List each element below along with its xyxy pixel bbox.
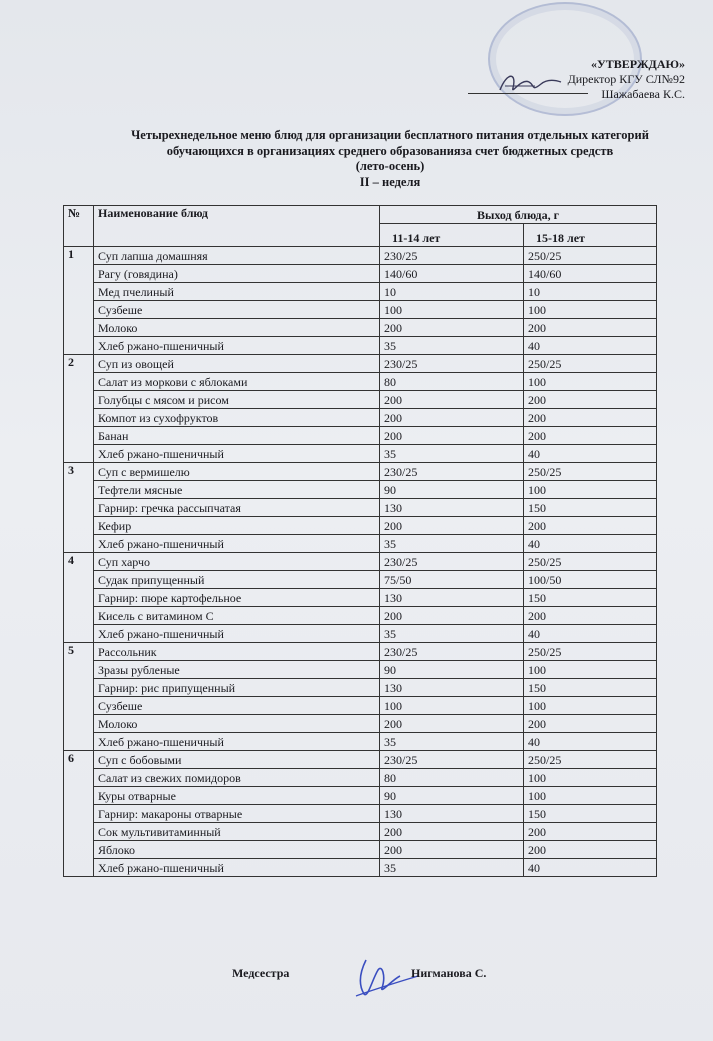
header-age-15-18: 15-18 лет [524, 224, 657, 247]
approval-position: Директор КГУ СЛ№92 [567, 72, 685, 86]
portion-11-14: 100 [380, 301, 524, 319]
dish-name: Рассольник [94, 643, 380, 661]
title-line-2: обучающихся в организациях среднего образованияза счет бюджетных средств [166, 143, 614, 158]
title-line-4: II – неделя [359, 174, 421, 189]
dish-name: Суп с вермишелю [94, 463, 380, 481]
table-row [64, 733, 657, 751]
portion-11-14: 230/25 [380, 643, 524, 661]
table-row [64, 319, 657, 337]
dish-name: Салат из моркови с яблоками [94, 373, 380, 391]
signature-line [468, 93, 588, 94]
portion-11-14: 90 [380, 661, 524, 679]
dish-name: Гарнир: пюре картофельное [94, 589, 380, 607]
portion-15-18: 150 [524, 805, 657, 823]
portion-11-14: 90 [380, 787, 524, 805]
dish-name: Салат из свежих помидоров [94, 769, 380, 787]
dish-name: Мед пчелиный [94, 283, 380, 301]
portion-11-14: 200 [380, 607, 524, 625]
portion-11-14: 35 [380, 859, 524, 877]
table-row [64, 355, 657, 373]
dish-name: Суп харчо [94, 553, 380, 571]
portion-15-18: 40 [524, 445, 657, 463]
portion-11-14: 230/25 [380, 355, 524, 373]
dish-name: Тефтели мясные [94, 481, 380, 499]
table-row [64, 571, 657, 589]
portion-15-18: 200 [524, 607, 657, 625]
title-line-1: Четырехнедельное меню блюд для организации бесплатного питания отдельных категорий [131, 128, 649, 142]
header-number: № [64, 206, 94, 247]
table-row [64, 463, 657, 481]
dish-name: Хлеб ржано-пшеничный [94, 625, 380, 643]
dish-name: Кисель с витамином С [94, 607, 380, 625]
portion-15-18: 40 [524, 733, 657, 751]
portion-15-18: 250/25 [524, 463, 657, 481]
table-row [64, 409, 657, 427]
portion-11-14: 35 [380, 733, 524, 751]
table-row [64, 427, 657, 445]
table-row [64, 787, 657, 805]
portion-11-14: 200 [380, 409, 524, 427]
dish-name: Хлеб ржано-пшеничный [94, 337, 380, 355]
portion-11-14: 200 [380, 517, 524, 535]
dish-name: Яблоко [94, 841, 380, 859]
table-row [64, 661, 657, 679]
portion-11-14: 200 [380, 823, 524, 841]
portion-15-18: 250/25 [524, 751, 657, 769]
portion-15-18: 100 [524, 697, 657, 715]
dish-name: Рагу (говядина) [94, 265, 380, 283]
dish-name: Гарнир: гречка рассыпчатая [94, 499, 380, 517]
table-row [64, 445, 657, 463]
portion-11-14: 80 [380, 373, 524, 391]
title-line-3: (лето-осень) [355, 159, 425, 173]
portion-15-18: 200 [524, 391, 657, 409]
portion-11-14: 130 [380, 805, 524, 823]
portion-11-14: 200 [380, 391, 524, 409]
table-row [64, 625, 657, 643]
approval-heading: «УТВЕРЖДАЮ» [590, 57, 685, 71]
portion-11-14: 230/25 [380, 751, 524, 769]
dish-name: Молоко [94, 715, 380, 733]
table-row [64, 589, 657, 607]
dish-name: Хлеб ржано-пшеничный [94, 535, 380, 553]
table-row [64, 607, 657, 625]
table-row [64, 697, 657, 715]
dish-name: Гарнир: рис припущенный [94, 679, 380, 697]
dish-name: Сок мультивитаминный [94, 823, 380, 841]
table-row [64, 679, 657, 697]
portion-11-14: 230/25 [380, 247, 524, 265]
portion-15-18: 200 [524, 319, 657, 337]
table-row [64, 373, 657, 391]
table-row [64, 499, 657, 517]
portion-11-14: 35 [380, 445, 524, 463]
portion-11-14: 200 [380, 841, 524, 859]
portion-15-18: 150 [524, 589, 657, 607]
portion-15-18: 100/50 [524, 571, 657, 589]
portion-11-14: 35 [380, 625, 524, 643]
table-row [64, 643, 657, 661]
table-row [64, 265, 657, 283]
portion-11-14: 230/25 [380, 463, 524, 481]
dish-name: Хлеб ржано-пшеничный [94, 859, 380, 877]
portion-15-18: 40 [524, 859, 657, 877]
dish-name: Хлеб ржано-пшеничный [94, 445, 380, 463]
portion-11-14: 200 [380, 427, 524, 445]
day-number: 4 [64, 553, 94, 643]
dish-name: Компот из сухофруктов [94, 409, 380, 427]
dish-name: Судак припущенный [94, 571, 380, 589]
document-title [70, 128, 710, 190]
portion-11-14: 80 [380, 769, 524, 787]
table-row [64, 751, 657, 769]
portion-11-14: 35 [380, 535, 524, 553]
approval-block [455, 57, 685, 102]
table-row [64, 805, 657, 823]
portion-11-14: 75/50 [380, 571, 524, 589]
approval-person: Шажабаева К.С. [601, 87, 685, 101]
dish-name: Гарнир: макароны отварные [94, 805, 380, 823]
table-row [64, 391, 657, 409]
header-output: Выход блюда, г [380, 206, 657, 224]
table-row [64, 823, 657, 841]
portion-15-18: 200 [524, 517, 657, 535]
table-row [64, 859, 657, 877]
portion-11-14: 90 [380, 481, 524, 499]
portion-15-18: 250/25 [524, 247, 657, 265]
portion-15-18: 100 [524, 769, 657, 787]
dish-name: Куры отварные [94, 787, 380, 805]
portion-15-18: 100 [524, 301, 657, 319]
portion-15-18: 100 [524, 661, 657, 679]
table-row [64, 283, 657, 301]
portion-15-18: 250/25 [524, 355, 657, 373]
table-row [64, 301, 657, 319]
dish-name: Суп с бобовыми [94, 751, 380, 769]
dish-name: Кефир [94, 517, 380, 535]
dish-name: Суп лапша домашняя [94, 247, 380, 265]
portion-11-14: 230/25 [380, 553, 524, 571]
dish-name: Хлеб ржано-пшеничный [94, 733, 380, 751]
portion-11-14: 130 [380, 679, 524, 697]
portion-15-18: 40 [524, 625, 657, 643]
portion-15-18: 200 [524, 841, 657, 859]
day-number: 5 [64, 643, 94, 751]
table-row [64, 247, 657, 265]
portion-11-14: 130 [380, 499, 524, 517]
portion-15-18: 250/25 [524, 643, 657, 661]
portion-15-18: 200 [524, 823, 657, 841]
portion-15-18: 40 [524, 337, 657, 355]
dish-name: Молоко [94, 319, 380, 337]
menu-body [64, 247, 657, 877]
portion-15-18: 10 [524, 283, 657, 301]
table-row [64, 715, 657, 733]
table-row [64, 535, 657, 553]
portion-11-14: 200 [380, 319, 524, 337]
portion-15-18: 200 [524, 715, 657, 733]
menu-table [63, 205, 657, 877]
portion-15-18: 150 [524, 679, 657, 697]
day-number: 2 [64, 355, 94, 463]
table-row [64, 553, 657, 571]
portion-11-14: 200 [380, 715, 524, 733]
nurse-name: Нигманова С. [411, 966, 487, 980]
portion-15-18: 100 [524, 481, 657, 499]
table-row [64, 517, 657, 535]
table-row [64, 337, 657, 355]
portion-15-18: 200 [524, 427, 657, 445]
dish-name: Голубцы с мясом и рисом [94, 391, 380, 409]
dish-name: Банан [94, 427, 380, 445]
portion-15-18: 250/25 [524, 553, 657, 571]
dish-name: Сузбеше [94, 697, 380, 715]
portion-11-14: 10 [380, 283, 524, 301]
portion-11-14: 100 [380, 697, 524, 715]
day-number: 1 [64, 247, 94, 355]
portion-15-18: 40 [524, 535, 657, 553]
day-number: 6 [64, 751, 94, 877]
portion-15-18: 200 [524, 409, 657, 427]
portion-11-14: 35 [380, 337, 524, 355]
portion-15-18: 100 [524, 373, 657, 391]
header-age-11-14: 11-14 лет [380, 224, 524, 247]
dish-name: Сузбеше [94, 301, 380, 319]
dish-name: Суп из овощей [94, 355, 380, 373]
dish-name: Зразы рубленые [94, 661, 380, 679]
portion-15-18: 100 [524, 787, 657, 805]
table-row [64, 481, 657, 499]
portion-15-18: 140/60 [524, 265, 657, 283]
portion-15-18: 150 [524, 499, 657, 517]
portion-11-14: 140/60 [380, 265, 524, 283]
table-row [64, 841, 657, 859]
header-dish-name: Наименование блюд [94, 206, 380, 247]
table-row [64, 769, 657, 787]
day-number: 3 [64, 463, 94, 553]
nurse-role: Медсестра [232, 966, 290, 980]
portion-11-14: 130 [380, 589, 524, 607]
